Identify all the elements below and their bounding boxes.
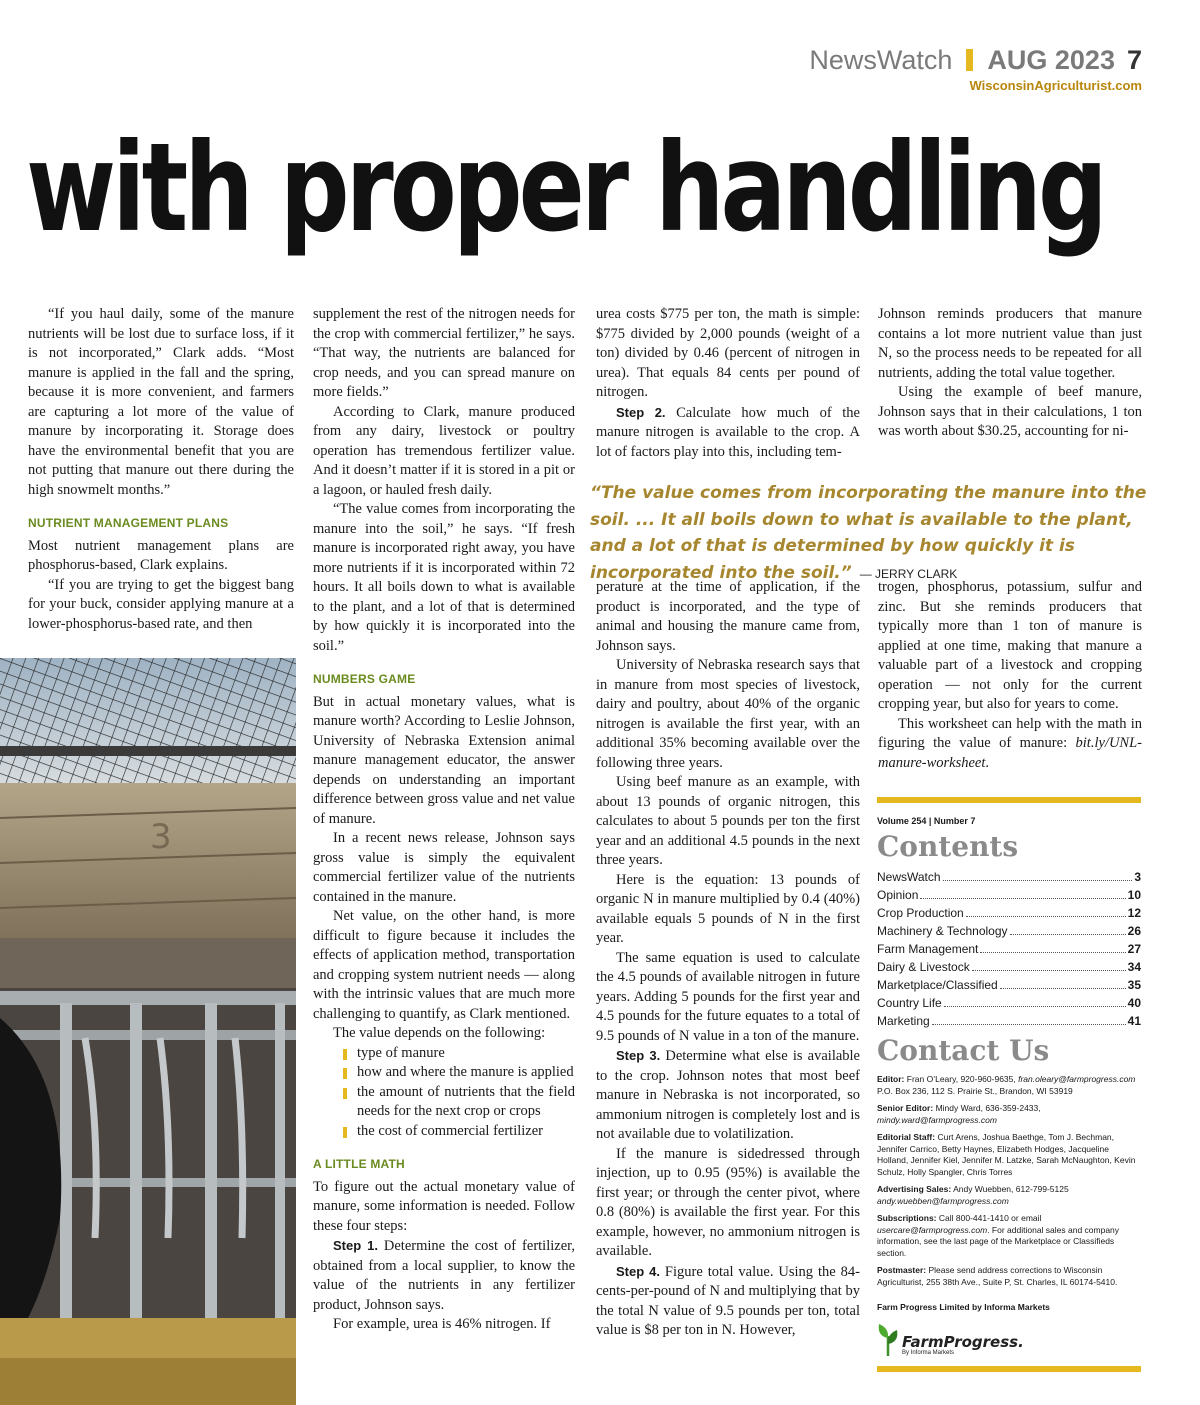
toc-page: 41 [1127,1014,1141,1028]
text: Andy Wuebben, 612-799-5125 [951,1184,1069,1194]
paragraph: Using beef manure as an example, with about 13 pounds of organic nitrogen, this calculates to about 5 pounds per ton the first year and an additional 4.5 pounds in the next three years. [596,774,860,868]
toc-label: Machinery & Technology [877,924,1008,938]
toc-page: 34 [1127,960,1141,974]
step-text: Figure total value. Using the 84-cents-per-pound of N and multiplying that by the total N value of 9.5 pounds per ton, total value is $8 per ton in N. However, [596,1263,860,1338]
label: Editor: [877,1074,905,1084]
barn-photo [0,658,296,1405]
toc-page: 26 [1127,924,1141,938]
paragraph: supplement the rest of the nitrogen needs for the crop with commercial fertilizer,” he says. “That way, the nutrients are balanced for crop needs, and you can spread manure on more fields.” [313,306,575,400]
section-name: NewsWatch [809,45,953,75]
step-label: Step 2. [616,404,666,420]
text: Fran O’Leary, 920-960-9635, [904,1074,1019,1084]
step-label: Step 1. [333,1238,378,1253]
paragraph: For example, urea is 46% nitrogen. If [333,1316,551,1332]
toc-item[interactable] [877,886,1141,904]
paragraph-end: . [985,754,990,771]
toc-page: 12 [1127,906,1141,920]
label: Editorial Staff: [877,1132,936,1142]
toc-label: Country Life [877,996,942,1010]
paragraph: trogen, phosphorus, potassium, sulfur and zinc. But she reminds producers that typically more than 1 ton of manure is applied at one time, making that manure a valuable part of a livestock and cropping operation — not only for the current cropping year, but also for years to come. [878,579,1142,712]
logo-text: FarmProgress. [902,1332,1024,1351]
column-3-top [596,305,860,462]
column-1 [28,305,294,634]
subhead: A LITTLE MATH [313,1157,405,1171]
header-divider [966,49,973,71]
paragraph: Here is the equation: 13 pounds of organic N in manure multiplied by 0.4 (40%) available equals 5 pounds of N in the first year. [596,871,860,946]
paragraph [596,1262,860,1341]
paragraph: Net value, on the other hand, is more difficult to figure because it includes the effects of application method, transportation and cropping system nutrient needs — along with the intrinsic values that are much more challenging to quantify, as Clark mentioned. [313,908,575,1022]
senior-editor-info [877,1103,1141,1126]
contact-title: Contact Us [877,1034,1050,1067]
paragraph [313,1236,575,1315]
paragraph: “If you are trying to get the biggest bang for your buck, consider applying manure at a lower-phosphorus-based rate, and then [28,576,294,632]
toc-leader [972,958,1126,971]
toc-leader [980,940,1125,953]
toc-leader [943,868,1133,881]
toc-label: Crop Production [877,906,964,920]
label: Subscriptions: [877,1213,937,1223]
site-url[interactable]: WisconsinAgriculturist.com [969,78,1142,93]
toc-page: 40 [1127,996,1141,1010]
step-text: Determine what else is available to the crop. Johnson notes that most beef manure in Nebraska is not incorporated, so ammonium nitrogen is completely lost and is not available due to volatilization. [596,1048,860,1142]
toc-label: Marketing [877,1014,930,1028]
headline: with proper handling [26,117,1104,259]
logo-wordmark [902,1332,1024,1356]
subhead: NUMBERS GAME [313,672,416,686]
toc-label: Marketplace/Classified [877,978,998,992]
page-number: 7 [1126,45,1142,75]
step-text: Determine the cost of fertilizer, obtained from a local supplier, to know the value of the nutrients in any fertilizer product, Johnson says. [313,1238,576,1313]
bullet-list [343,1044,575,1142]
list-item: the amount of nutrients that the field needs for the next crop or crops [343,1083,575,1122]
paragraph: “The value comes from incorporating the manure into the soil,” he says. “If fresh manure is incorporated right away, you have more nutrients if it is incorporated within 72 hours. It all boils down to what is available to the plant, and a lot of that is determined by how quickly it is incorporated into the soil.” [313,501,575,654]
text: Call 800-441-1410 or email [936,1213,1042,1223]
column-4-top [878,305,1142,442]
paragraph: Most nutrient management plans are phosphorus-based, Clark explains. [28,537,294,573]
label: Senior Editor: [877,1103,934,1113]
paragraph: perature at the time of application, if the product is incorporated, and the type of animal and housing the manure came from, Johnson says. [596,579,860,654]
paragraph: To figure out the actual monetary value of manure, some information is needed. Follow these four steps: [313,1178,575,1234]
volume-number: Volume 254 | Number 7 [877,816,976,826]
contents-title: Contents [877,830,1019,863]
toc-item[interactable] [877,976,1141,994]
paragraph [878,715,1142,774]
page-header [809,44,1142,93]
paragraph: But in actual monetary values, what is manure worth? According to Leslie Johnson, University of Nebraska Extension animal manure management educator, the answer depends on understanding an important difference between gross value and net value of manure. [313,693,575,827]
toc-item[interactable] [877,922,1141,940]
toc-item[interactable] [877,958,1141,976]
paragraph-text: This worksheet can help with the math in figuring the value of manure: [878,715,1142,751]
svg-text:3: 3 [150,817,172,857]
text: Mindy Ward, 636-359-2433, [933,1103,1041,1113]
label: Postmaster: [877,1265,927,1275]
column-3-bottom [596,578,860,1341]
paragraph: According to Clark, manure produced from any dairy, livestock or poultry operation has tremendous fertilizer value. And it doesn’t matter if it is stored in a pit or a lagoon, or hauled fresh daily. [313,403,575,498]
toc-item[interactable] [877,1012,1141,1030]
accent-rule [877,1366,1141,1372]
postmaster-info [877,1265,1141,1288]
email-link[interactable]: mindy.ward@farmprogress.com [877,1114,997,1125]
toc-item[interactable] [877,904,1141,922]
pull-quote-text: “The value comes from incorporating the manure into the soil. ... It all boils down to what is available to the plant, and a lot of that is determined by how quickly it is incorporated into the soil.” [590,483,1147,583]
text: Please send address corrections to Wisconsin Agriculturist, 255 38th Ave., Suite P, St. Charles, IL 60174-5410. [877,1265,1118,1287]
paragraph [596,403,860,463]
toc-leader [966,904,1126,917]
column-2 [313,305,575,1335]
toc-item[interactable] [877,868,1141,886]
email-link[interactable]: andy.wuebben@farmprogress.com [877,1195,1009,1206]
text: Curt Arens, Joshua Baethge, Tom J. Bechman, Jennifer Carrico, Betty Haynes, Elizabeth Hodges, Jacqueline Holland, Jennifer Kiel, Jennifer M. Latzke, Sarah McNaughton, Kevin Schulz, Holly Spangler, Chris Torres [877,1132,1136,1177]
farm-progress-logo [877,1324,1141,1356]
editor-info [877,1074,1141,1097]
pull-quote [590,480,1160,587]
toc-page: 10 [1127,888,1141,902]
publisher: Farm Progress Limited by Informa Markets [877,1302,1050,1312]
issue-date: AUG 2023 [987,45,1115,75]
paragraph: Using the example of beef manure, Johnson says that in their calculations, 1 ton was worth about $30.25, accounting for ni- [878,384,1142,439]
email-link[interactable]: usercare@farmprogress.com [877,1224,988,1235]
toc-label: Opinion [877,888,919,902]
contents-box [877,797,1141,1372]
toc-page: 3 [1134,870,1141,884]
subhead: NUTRIENT MANAGEMENT PLANS [28,516,229,530]
toc-leader [920,886,1125,899]
email-link[interactable]: fran.oleary@farmprogress.com [1018,1074,1136,1084]
toc-leader [1000,976,1126,989]
leaf-icon [877,1324,899,1356]
step-label: Step 4. [616,1263,660,1279]
logo-subtext: By Informa Markets [902,1349,955,1356]
paragraph: The value depends on the following: [333,1025,546,1041]
paragraph: urea costs $775 per ton, the math is simple: $775 divided by 2,000 pounds (weight of a ton) divided by 0.46 (percent of nitrogen in urea). That equals 84 cents per pound of nitrogen. [596,306,860,400]
header-line [809,44,1142,76]
toc-label: Dairy & Livestock [877,960,970,974]
contact-info [877,1074,1141,1314]
list-item: how and where the manure is applied [343,1063,575,1083]
paragraph: University of Nebraska research says that in manure from most species of livestock, dairy and poultry, about 40% of the organic nitrogen is available the first year, with an additional 35% becoming available over the following three years. [596,657,860,771]
paragraph: “If you haul daily, some of the manure nutrients will be lost due to surface loss, if it is not incorporated,” Clark adds. “Most manure is applied in the fall and the spring, because it is more convenient, and farmers are capturing a lot more of the value of manure by incorporating it. Storage does have the environmental benefit that you are not putting that manure out there during the high snowmelt months.” [28,306,294,498]
toc-label: NewsWatch [877,870,941,884]
paragraph: The same equation is used to calculate the 4.5 pounds of available nitrogen in future years. Adding 5 pounds for the first year and 4.5 pounds for the future equates to a total of 9.5 pounds of N value in a ton of the manure. [596,949,860,1044]
label: Advertising Sales: [877,1184,952,1194]
toc-leader [932,1012,1126,1025]
toc-item[interactable] [877,940,1141,958]
list-item: the cost of commercial fertilizer [343,1122,575,1142]
paragraph: If the manure is sidedressed through injection, up to 0.95 (95%) is available the first year; or through the center pivot, where 0.8 (80%) is available the first year. For this example, however, no ammonium nitrogen is available. [596,1145,860,1259]
worksheet-link[interactable]: bit.ly/UNL-manure-worksheet [878,735,1142,771]
subscriptions-info [877,1213,1141,1259]
ads-info [877,1184,1141,1207]
toc-item[interactable] [877,994,1141,1012]
pull-quote-attribution: — JERRY CLARK [859,566,958,581]
toc-label: Farm Management [877,942,979,956]
step-label: Step 3. [616,1048,661,1063]
list-item: type of manure [343,1044,575,1064]
paragraph: In a recent news release, Johnson says gross value is simply the equivalent commercial fertilizer value of the nutrients contained in the manure. [313,830,575,905]
address: P.O. Box 236, 112 S. Prairie St., Brandon, WI 53919 [877,1085,1073,1096]
paragraph: Johnson reminds producers that manure contains a lot more nutrient value than just N, so the process needs to be repeated for all nutrients, adding the total value together. [878,306,1142,381]
column-4-bottom [878,578,1142,773]
toc-leader [1010,922,1126,935]
toc-page: 27 [1127,942,1141,956]
contents-list [877,868,1141,1030]
toc-page: 35 [1127,978,1141,992]
staff-info [877,1132,1141,1178]
accent-rule [877,797,1141,803]
step-text: Calculate how much of the manure nitrogen is available to the crop. A lot of factors play into this, including tem- [596,404,860,460]
toc-leader [944,994,1126,1007]
paragraph [596,1046,860,1145]
publisher-line [877,1302,1141,1314]
text: . For additional sales and company information, see the last page of the Marketplace or Classifieds section. [877,1224,1120,1258]
barn-photo-image [0,658,296,1405]
